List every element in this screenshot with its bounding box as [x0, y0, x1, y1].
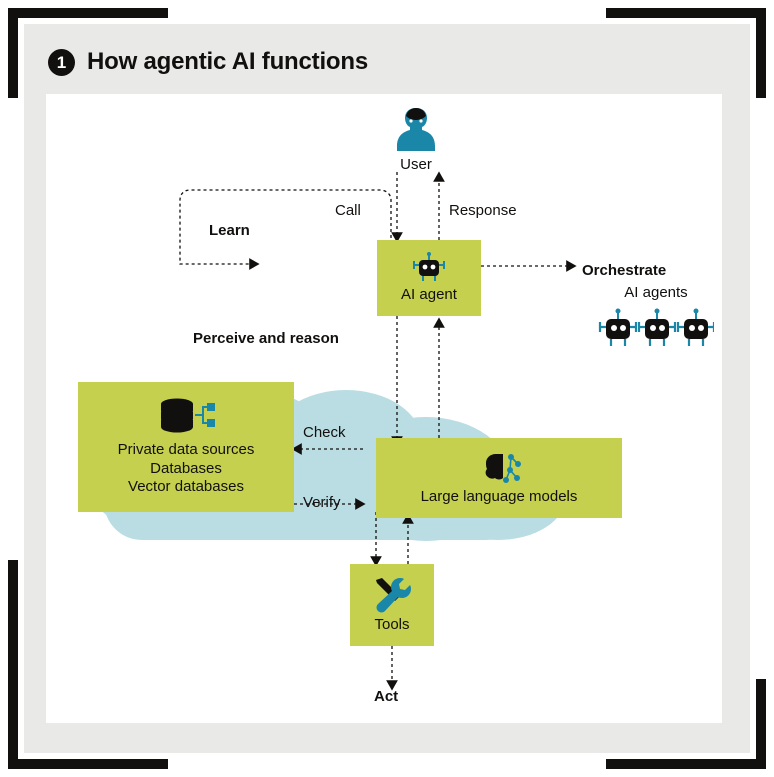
data-sources-line-1: Private data sources: [117, 440, 255, 458]
frame-corner-bottom-right-v: [756, 679, 766, 769]
frame-edge-left-mid: [8, 560, 18, 690]
ai-agents-label: AI agents: [624, 284, 688, 301]
page-title: [48, 48, 368, 76]
diagram-canvas: [46, 94, 722, 723]
frame-corner-bottom-left-v: [8, 679, 18, 769]
edge-label-act: Act: [374, 688, 399, 705]
page-title-text: How agentic AI functions: [87, 48, 368, 75]
user-icon: [394, 104, 438, 154]
edge-label-verify: Verify: [303, 494, 341, 511]
edge-label-perceive-reason: Perceive and reason: [193, 330, 339, 347]
ai-agents-group: [586, 284, 726, 353]
data-sources-line-2: Databases: [150, 459, 222, 477]
frame-corner-top-left-h: [8, 8, 168, 18]
edge-label-check: Check: [303, 424, 346, 441]
tools-node[interactable]: [350, 564, 434, 646]
ai-agent-node[interactable]: [377, 240, 481, 316]
user-label: User: [400, 156, 432, 173]
brain-network-icon: [476, 450, 522, 486]
ai-agent-label: AI agent: [401, 285, 457, 303]
tools-icon: [370, 576, 414, 616]
tools-label: Tools: [374, 615, 410, 633]
llm-label: Large language models: [420, 487, 578, 505]
data-sources-line-3: Vector databases: [128, 478, 244, 496]
robot-icon: [410, 252, 448, 286]
user-node: [376, 104, 456, 173]
frame-corner-top-right-v: [756, 8, 766, 98]
database-icon: [155, 397, 217, 437]
edge-label-call: Call: [335, 202, 361, 219]
edge-label-learn: Learn: [209, 222, 250, 239]
section-number-badge: 1: [48, 49, 75, 76]
three-robots-icon: [598, 307, 714, 353]
llm-node[interactable]: [376, 438, 622, 518]
edge-label-response: Response: [449, 202, 517, 219]
frame-corner-bottom-left-h: [8, 759, 168, 769]
edge-label-orchestrate: Orchestrate: [582, 262, 667, 279]
data-sources-node[interactable]: [78, 382, 294, 512]
frame-corner-top-left-v: [8, 8, 18, 98]
frame-corner-top-right-h: [606, 8, 766, 18]
frame-corner-bottom-right-h: [606, 759, 766, 769]
